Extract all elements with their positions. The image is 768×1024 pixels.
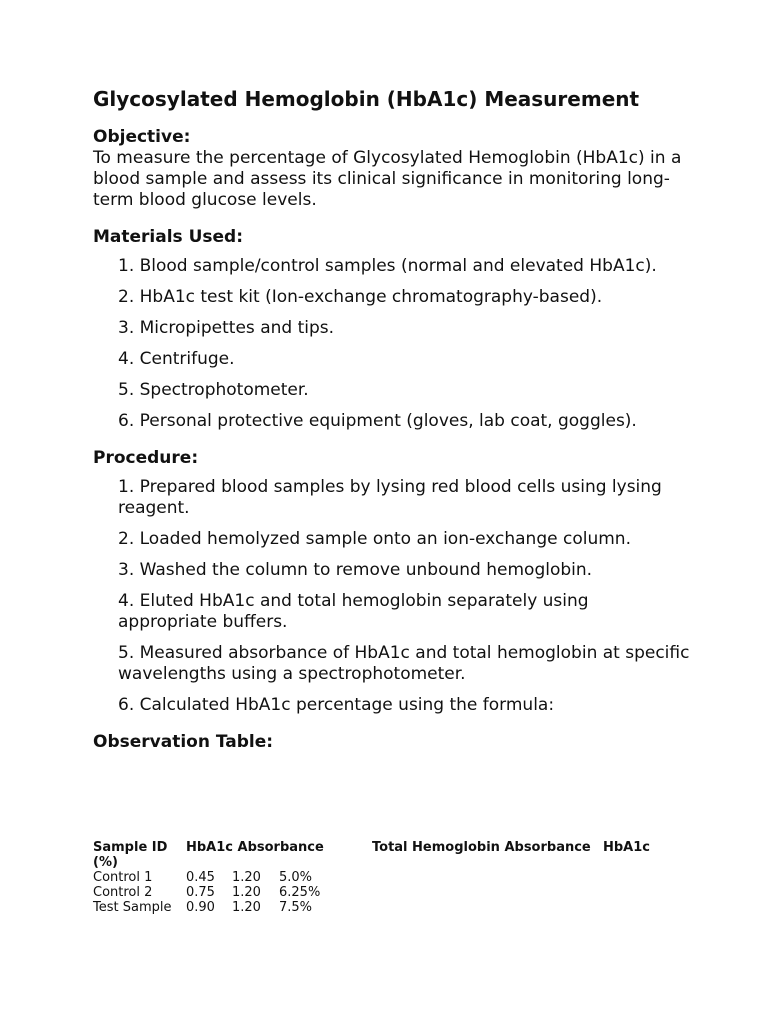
cell-hba1c-percent: 5.0% [279,870,313,885]
header-total-hemoglobin-absorbance: Total Hemoglobin Absorbance [372,840,591,855]
procedure-heading: Procedure: [93,448,199,468]
cell-hba1c-absorbance: 0.75 [186,885,215,900]
document-title: Glycosylated Hemoglobin (HbA1c) Measurement [93,87,640,111]
materials-item: 6. Personal protective equipment (gloves, lab coat, goggles). [118,411,637,431]
materials-heading: Materials Used: [93,227,244,247]
procedure-list [93,477,693,716]
procedure-item: 3. Washed the column to remove unbound hemoglobin. [118,560,593,580]
header-sample-id: Sample ID [93,840,168,855]
header-percent: (%) [93,855,118,870]
observation-heading: Observation Table: [93,732,274,752]
materials-list [93,256,693,432]
materials-item: 3. Micropipettes and tips. [118,318,335,338]
cell-hba1c-absorbance: 0.45 [186,870,215,885]
objective-text: To measure the percentage of Glycosylated Hemoglobin (HbA1c) in a blood sample and assess its clinical significance in monitoring long-term blood glucose levels. [93,148,682,210]
procedure-item: 6. Calculated HbA1c percentage using the formula: [118,695,555,715]
procedure-item: 2. Loaded hemolyzed sample onto an ion-exchange column. [118,529,631,549]
observation-table [93,840,693,915]
materials-item: 1. Blood sample/control samples (normal and elevated HbA1c). [118,256,657,276]
cell-hba1c-percent: 6.25% [279,885,321,900]
cell-sample-id: Control 2 [93,885,153,900]
cell-sample-id: Control 1 [93,870,153,885]
procedure-item: 1. Prepared blood samples by lysing red blood cells using lysing reagent. [118,477,662,518]
header-hba1c-absorbance: HbA1c Absorbance [186,840,324,855]
materials-item: 5. Spectrophotometer. [118,380,309,400]
table-row [93,870,693,885]
cell-total-hemoglobin-absorbance: 1.20 [232,885,261,900]
materials-item: 4. Centrifuge. [118,349,235,369]
cell-hba1c-percent: 7.5% [279,900,313,915]
procedure-item: 5. Measured absorbance of HbA1c and total hemoglobin at specific wavelengths using a spectrophotometer. [118,643,690,684]
cell-sample-id: Test Sample [93,900,172,915]
table-header-row-continued [93,855,693,870]
table-header-row [93,840,693,855]
cell-total-hemoglobin-absorbance: 1.20 [232,900,261,915]
materials-item: 2. HbA1c test kit (Ion-exchange chromatography-based). [118,287,603,307]
document-page [93,84,693,753]
header-hba1c: HbA1c [603,840,650,855]
table-row [93,885,693,900]
objective-heading: Objective: [93,127,191,147]
table-row [93,900,693,915]
procedure-item: 4. Eluted HbA1c and total hemoglobin separately using appropriate buffers. [118,591,589,632]
cell-total-hemoglobin-absorbance: 1.20 [232,870,261,885]
cell-hba1c-absorbance: 0.90 [186,900,215,915]
